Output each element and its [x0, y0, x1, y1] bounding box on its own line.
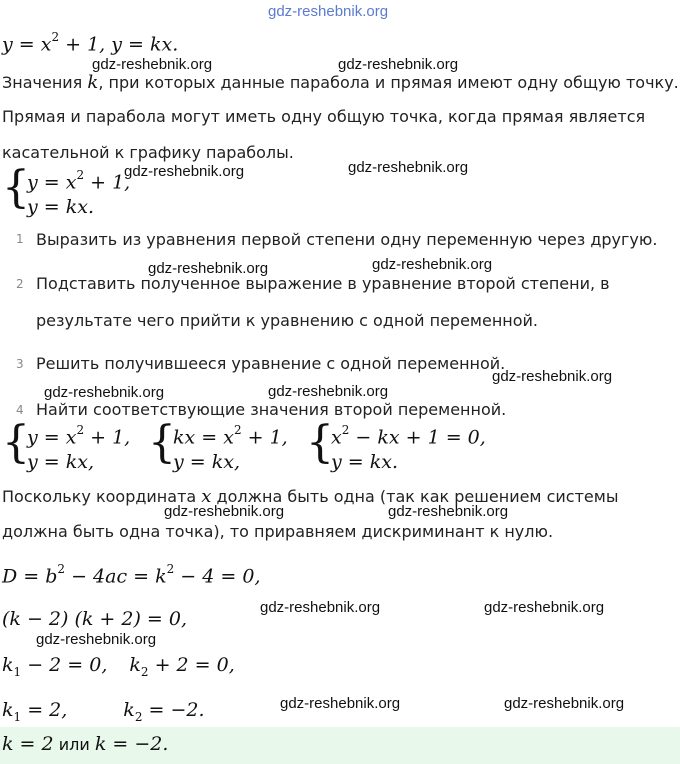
- paragraph-explanation-line2: касательной к графику параболы.: [2, 143, 294, 162]
- brace: {: [148, 417, 176, 468]
- paragraph-discriminant-line1: Поскольку координата x должна быть одна (так как решением системы: [2, 486, 619, 507]
- step-number: 4: [16, 403, 24, 417]
- system-line: y = kx.: [27, 196, 95, 218]
- watermark: gdz-reshebnik.org: [280, 695, 401, 712]
- watermark: gdz-reshebnik.org: [372, 256, 493, 273]
- watermark: gdz-reshebnik.org: [92, 56, 213, 73]
- system-line: $y = x^2 + 1$,: [27, 168, 131, 194]
- watermark: gdz-reshebnik.org: [484, 599, 605, 616]
- paragraph-explanation-line1: Прямая и парабола могут иметь одну общую точка, когда прямая является: [2, 107, 646, 126]
- system-line: $y = x^2 + 1$,: [27, 423, 131, 449]
- system-line: $x^2$ − kx + 1 = 0,: [331, 423, 486, 449]
- watermark: gdz-reshebnik.org: [124, 163, 245, 180]
- step-text: Выразить из уравнения первой степени одну переменную через другую.: [36, 230, 658, 249]
- step-text: результате чего прийти к уравнению с одной переменной.: [36, 311, 539, 330]
- watermark: gdz-reshebnik.org: [504, 695, 625, 712]
- equation-factored: (k − 2) (k + 2) = 0,: [2, 608, 188, 630]
- step-number: 2: [16, 277, 24, 291]
- system-line: y = kx,: [173, 451, 241, 473]
- watermark: gdz-reshebnik.org: [148, 260, 269, 277]
- step-text: Подставить полученное выражение в уравнение второй степени, в: [36, 274, 610, 293]
- step-number: 3: [16, 357, 24, 371]
- step-text: Найти соответствующие значения второй переменной.: [36, 400, 507, 419]
- watermark: gdz-reshebnik.org: [260, 599, 381, 616]
- watermark: gdz-reshebnik.org: [164, 503, 285, 520]
- system-line: y = kx,: [27, 451, 95, 473]
- watermark: gdz-reshebnik.org: [44, 384, 165, 401]
- watermark: gdz-reshebnik.org: [388, 503, 509, 520]
- brace: {: [2, 417, 30, 468]
- system-line: y = kx.: [331, 451, 399, 473]
- answer-text: k = 2 или k = −2.: [2, 733, 169, 755]
- paragraph-discriminant-line2: должна быть одна точка), то приравняем дискриминант к нулю.: [2, 522, 554, 541]
- equation-roots: $k_1 = 2$, $k_2 = -2$.: [2, 699, 205, 724]
- watermark: gdz-reshebnik.org: [36, 631, 157, 648]
- brace: {: [306, 417, 334, 468]
- brace: {: [2, 162, 30, 213]
- watermark-top: gdz-reshebnik.org: [268, 3, 389, 20]
- watermark: gdz-reshebnik.org: [268, 383, 389, 400]
- header-equation: $y = x^2 + 1$, y = kx.: [2, 30, 179, 56]
- equation-discriminant: $D = b^2 - 4ac = k^2 - 4 = 0$,: [2, 562, 261, 588]
- watermark: gdz-reshebnik.org: [348, 159, 469, 176]
- watermark: gdz-reshebnik.org: [492, 368, 613, 385]
- step-number: 1: [16, 232, 24, 246]
- paragraph-task: Значения k, при которых данные парабола и прямая имеют одну общую точку.: [2, 72, 679, 93]
- watermark: gdz-reshebnik.org: [338, 56, 459, 73]
- step-text: Решить получившееся уравнение с одной переменной.: [36, 354, 506, 373]
- system-line: kx = $x^2 + 1$,: [173, 423, 288, 449]
- equation-roots-setup: $k_1 - 2 = 0$, $k_2 + 2 = 0$,: [2, 654, 235, 679]
- answer-box: [0, 727, 680, 764]
